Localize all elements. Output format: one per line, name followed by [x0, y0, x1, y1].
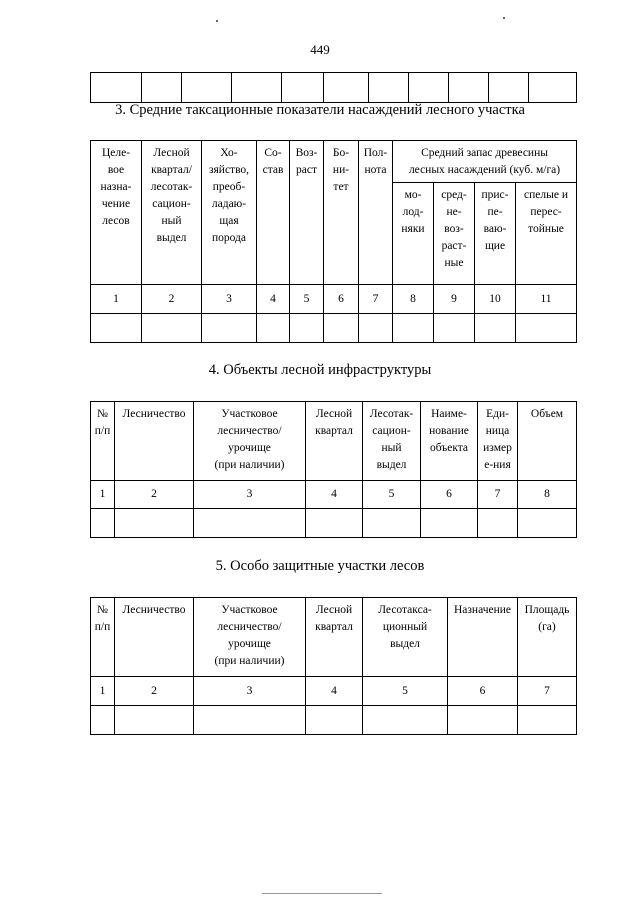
scan-dot: [216, 20, 218, 22]
section-5-table: [90, 597, 577, 735]
header-object-name: Наиме- нование объекта: [421, 402, 478, 481]
column-number: 5: [363, 677, 448, 706]
header-maturing: прис- пе- ваю- щие: [475, 183, 516, 285]
table-cell: [449, 73, 489, 103]
header-species: Хо- зяйство, преоб- ладаю- щая порода: [202, 141, 257, 285]
table-cell: [434, 314, 475, 343]
table-cell: [478, 509, 518, 538]
column-number: 5: [290, 285, 324, 314]
column-number: 5: [363, 481, 421, 509]
table-cell: [324, 314, 359, 343]
column-number: 1: [91, 677, 115, 706]
table-cell: [91, 314, 142, 343]
table-cell: [393, 314, 434, 343]
section-3-title: 3. Средние таксационные показатели насаждений лесного участка: [115, 102, 525, 118]
table-cell: [529, 73, 577, 103]
header-quarter: Лесной квартал: [306, 598, 363, 677]
table-cell: [518, 509, 577, 538]
header-density: Пол- нота: [359, 141, 393, 285]
section-4-table: [90, 401, 577, 538]
column-number: 8: [393, 285, 434, 314]
column-number: 7: [518, 677, 577, 706]
table-cell: [448, 706, 518, 735]
column-number: 3: [194, 677, 306, 706]
table-cell: [182, 73, 232, 103]
column-number: 6: [421, 481, 478, 509]
table-cell: [257, 314, 290, 343]
header-quarter: Лесной квартал: [306, 402, 363, 481]
table-cell: [202, 314, 257, 343]
table-cell: [306, 509, 363, 538]
header-plot: Лесотак- сацион- ный выдел: [363, 402, 421, 481]
page-number: 449: [310, 42, 330, 57]
column-number: 2: [115, 677, 194, 706]
column-number: 6: [448, 677, 518, 706]
header-forestry: Лесничество: [115, 402, 194, 481]
table-cell: [91, 509, 115, 538]
scan-line: [262, 893, 382, 894]
column-number: 7: [478, 481, 518, 509]
column-number: 11: [516, 285, 577, 314]
column-number: 8: [518, 481, 577, 509]
table-cell: [142, 314, 202, 343]
column-number: 4: [306, 481, 363, 509]
header-purpose: Целе- вое назна- чение лесов: [91, 141, 142, 285]
header-unit: Еди- ница измер е-ния: [478, 402, 518, 481]
column-number: 1: [91, 285, 142, 314]
header-forestry: Лесничество: [115, 598, 194, 677]
table-cell: [359, 314, 393, 343]
table-cell: [115, 509, 194, 538]
table-cell: [306, 706, 363, 735]
header-quarter: Лесной квартал/ лесотак- сацион- ный выдел: [142, 141, 202, 285]
table-cell: [142, 73, 182, 103]
table-cell: [409, 73, 449, 103]
header-district-forestry: Участковое лесничество/ урочище (при наличии): [194, 402, 306, 481]
top-table-fragment: [90, 72, 577, 103]
section-3-table: [90, 140, 577, 343]
table-cell: [194, 509, 306, 538]
header-district-forestry: Участковое лесничество/ урочище (при наличии): [194, 598, 306, 677]
scan-dot: [503, 17, 505, 19]
header-middle-aged: сред- не- воз- раст- ные: [434, 183, 475, 285]
column-number: 7: [359, 285, 393, 314]
table-cell: [290, 314, 324, 343]
table-cell: [363, 509, 421, 538]
table-cell: [91, 73, 142, 103]
section-4-title: 4. Объекты лесной инфраструктуры: [208, 362, 432, 378]
header-area: Площадь (га): [518, 598, 577, 677]
column-number: 9: [434, 285, 475, 314]
section-5-title: 5. Особо защитные участки лесов: [215, 558, 425, 574]
table-cell: [369, 73, 409, 103]
table-cell: [232, 73, 282, 103]
table-cell: [516, 314, 577, 343]
header-bonitet: Бо- ни- тет: [324, 141, 359, 285]
table-cell: [363, 706, 448, 735]
header-stock-group: Средний запас древесины лесных насаждений (куб. м/га): [393, 141, 577, 183]
column-number: 4: [306, 677, 363, 706]
header-row-number: № п/п: [91, 402, 115, 481]
header-volume: Объем: [518, 402, 577, 481]
header-purpose: Назначение: [448, 598, 518, 677]
table-cell: [518, 706, 577, 735]
table-cell: [115, 706, 194, 735]
column-number: 1: [91, 481, 115, 509]
column-number: 4: [257, 285, 290, 314]
column-number: 2: [142, 285, 202, 314]
header-young: мо- лод- няки: [393, 183, 434, 285]
column-number: 3: [194, 481, 306, 509]
table-cell: [421, 509, 478, 538]
table-cell: [282, 73, 324, 103]
column-number: 3: [202, 285, 257, 314]
table-cell: [91, 706, 115, 735]
table-cell: [194, 706, 306, 735]
table-cell: [489, 73, 529, 103]
header-row-number: № п/п: [91, 598, 115, 677]
column-number: 10: [475, 285, 516, 314]
table-cell: [324, 73, 369, 103]
header-composition: Со- став: [257, 141, 290, 285]
header-age: Воз- раст: [290, 141, 324, 285]
column-number: 6: [324, 285, 359, 314]
header-mature: спелые и перес- тойные: [516, 183, 577, 285]
column-number: 2: [115, 481, 194, 509]
table-cell: [475, 314, 516, 343]
header-plot: Лесотакса- ционный выдел: [363, 598, 448, 677]
